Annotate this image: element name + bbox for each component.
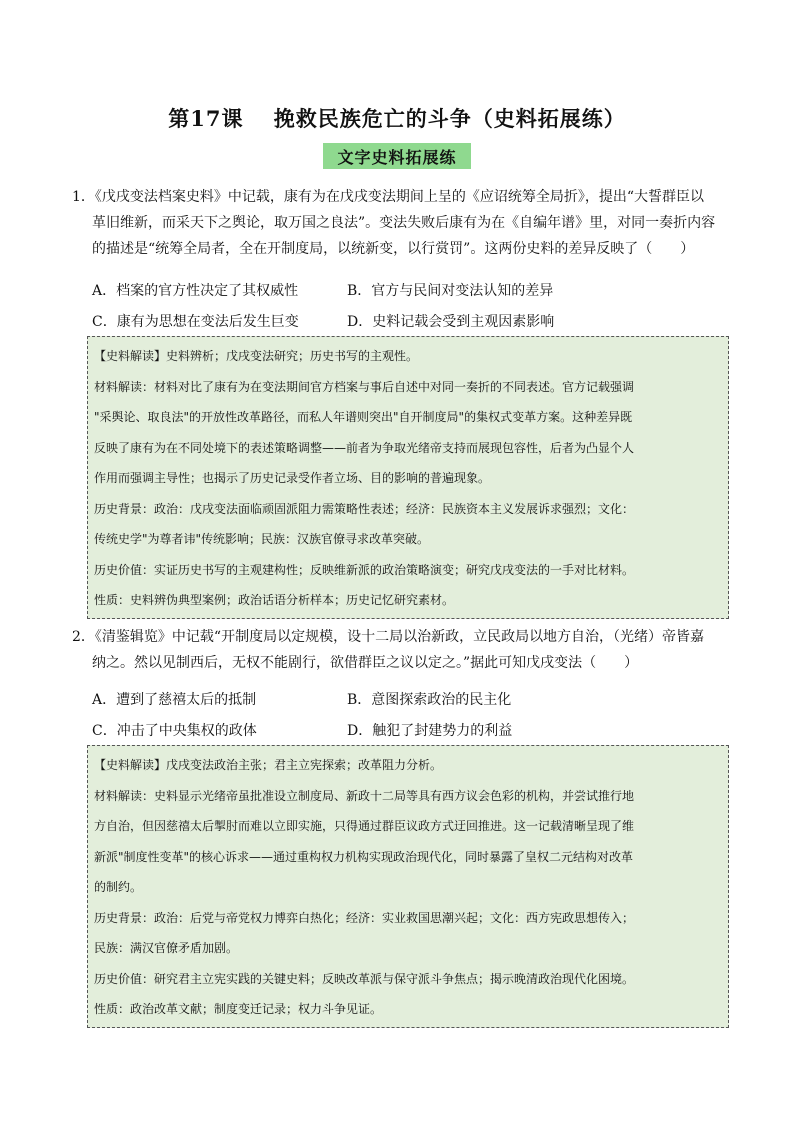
stem-line: 2．《清鉴辑览》中记载“开制度局以定规模，设十二局以治新政，立民政局以地方自治，（光绪）帝皆嘉 <box>72 629 705 645</box>
option-c[interactable]: C．冲击了中央集权的政体 <box>92 723 257 739</box>
question-2-stem <box>72 624 732 676</box>
section-header <box>0 143 794 169</box>
option-d[interactable]: D．触犯了封建势力的利益 <box>347 723 513 739</box>
analysis-line: 材料解读：史料显示光绪帝虽批准设立制度局、新政十二局等具有西方议会色彩的机构，并尝试推行地 <box>94 788 635 803</box>
analysis-line: 方自治，但因慈禧太后掣肘而难以立即实施，只得通过群臣议政方式迂回推进。这一记载清晰呈现了维 <box>94 819 635 833</box>
stem-line: 的描述是“统筹全局者，全在开制度局，以统新变，以行赏罚”。这两份史料的差异反映了（ ） <box>92 241 695 257</box>
stem-line: 纳之。然以见制西后，无权不能剧行，欲借群臣之议以定之。”据此可知戊戌变法（ ） <box>92 655 639 671</box>
question-1-analysis <box>87 336 729 619</box>
analysis-line: 【史料解读】史料辨析；戊戌变法研究；历史书写的主观性。 <box>94 349 419 363</box>
question-2-analysis <box>87 745 729 1028</box>
analysis-line: 历史价值：研究君主立宪实践的关键史料；反映改革派与保守派斗争焦点；揭示晚清政治现代化困境。 <box>94 971 635 986</box>
stem-line: 革旧维新，而采天下之舆论，取万国之良法”。变法失败后康有为在《自编年谱》里，对同一奏折内容 <box>92 215 716 231</box>
analysis-line: 作用而强调主导性；也揭示了历史记录受作者立场、目的影响的普遍现象。 <box>94 471 491 485</box>
analysis-line: 材料解读：材料对比了康有为在变法期间官方档案与事后自述中对同一奏折的不同表述。官方记载强调 <box>94 379 635 394</box>
analysis-line: "采舆论、取良法"的开放性改革路径，而私人年谱则突出"自开制度局"的集权式变革方案。这种差异既 <box>94 410 633 424</box>
analysis-line: 【史料解读】戊戌变法政治主张；君主立宪探索；改革阻力分析。 <box>94 758 443 772</box>
option-c[interactable]: C．康有为思想在变法后发生巨变 <box>92 314 299 330</box>
option-b[interactable]: B．意图探索政治的民主化 <box>347 692 512 708</box>
option-d[interactable]: D．史料记载会受到主观因素影响 <box>347 314 555 330</box>
section-subtitle: 文字史料拓展练 <box>323 143 470 169</box>
analysis-line: 的制约。 <box>94 880 143 894</box>
question-1-stem <box>72 184 732 262</box>
analysis-line: 反映了康有为在不同处境下的表述策略调整——前者为争取光绪帝支持而展现包容性，后者为凸显个人 <box>94 440 635 455</box>
option-a[interactable]: A．档案的官方性决定了其权威性 <box>92 283 299 299</box>
analysis-line: 历史背景：政治：戊戌变法面临顽固派阻力需策略性表述；经济：民族资本主义发展诉求强烈；文化： <box>94 501 635 516</box>
page-title: 第17课 挽救民族危亡的斗争（史料拓展练） <box>168 106 626 131</box>
analysis-line: 新派"制度性变革"的核心诉求——通过重构权力机构实现政治现代化，同时暴露了皇权二元结构对改革 <box>94 849 634 864</box>
analysis-line: 传统史学"为尊者讳"传统影响；民族：汉族官僚寻求改革突破。 <box>94 532 430 546</box>
analysis-line: 性质：史料辨伪典型案例；政治话语分析样本；历史记忆研究素材。 <box>94 593 455 607</box>
analysis-line: 性质：政治改革文献；制度变迁记录；权力斗争见证。 <box>94 1002 383 1016</box>
analysis-line: 民族：满汉官僚矛盾加剧。 <box>94 941 239 955</box>
option-b[interactable]: B．官方与民间对变法认知的差异 <box>347 283 554 299</box>
option-a[interactable]: A．遭到了慈禧太后的抵制 <box>92 692 257 708</box>
stem-line: 1．《戊戌变法档案史料》中记载，康有为在戊戌变法期间上呈的《应诏统筹全局折》，提出“大誓群臣以 <box>72 189 705 205</box>
analysis-line: 历史背景：政治：后党与帝党权力博弈白热化；经济：实业救国思潮兴起；文化：西方宪政思想传入； <box>94 910 635 925</box>
analysis-line: 历史价值：实证历史书写的主观建构性；反映维新派的政治策略演变；研究戊戌变法的一手对比材料。 <box>94 562 635 577</box>
